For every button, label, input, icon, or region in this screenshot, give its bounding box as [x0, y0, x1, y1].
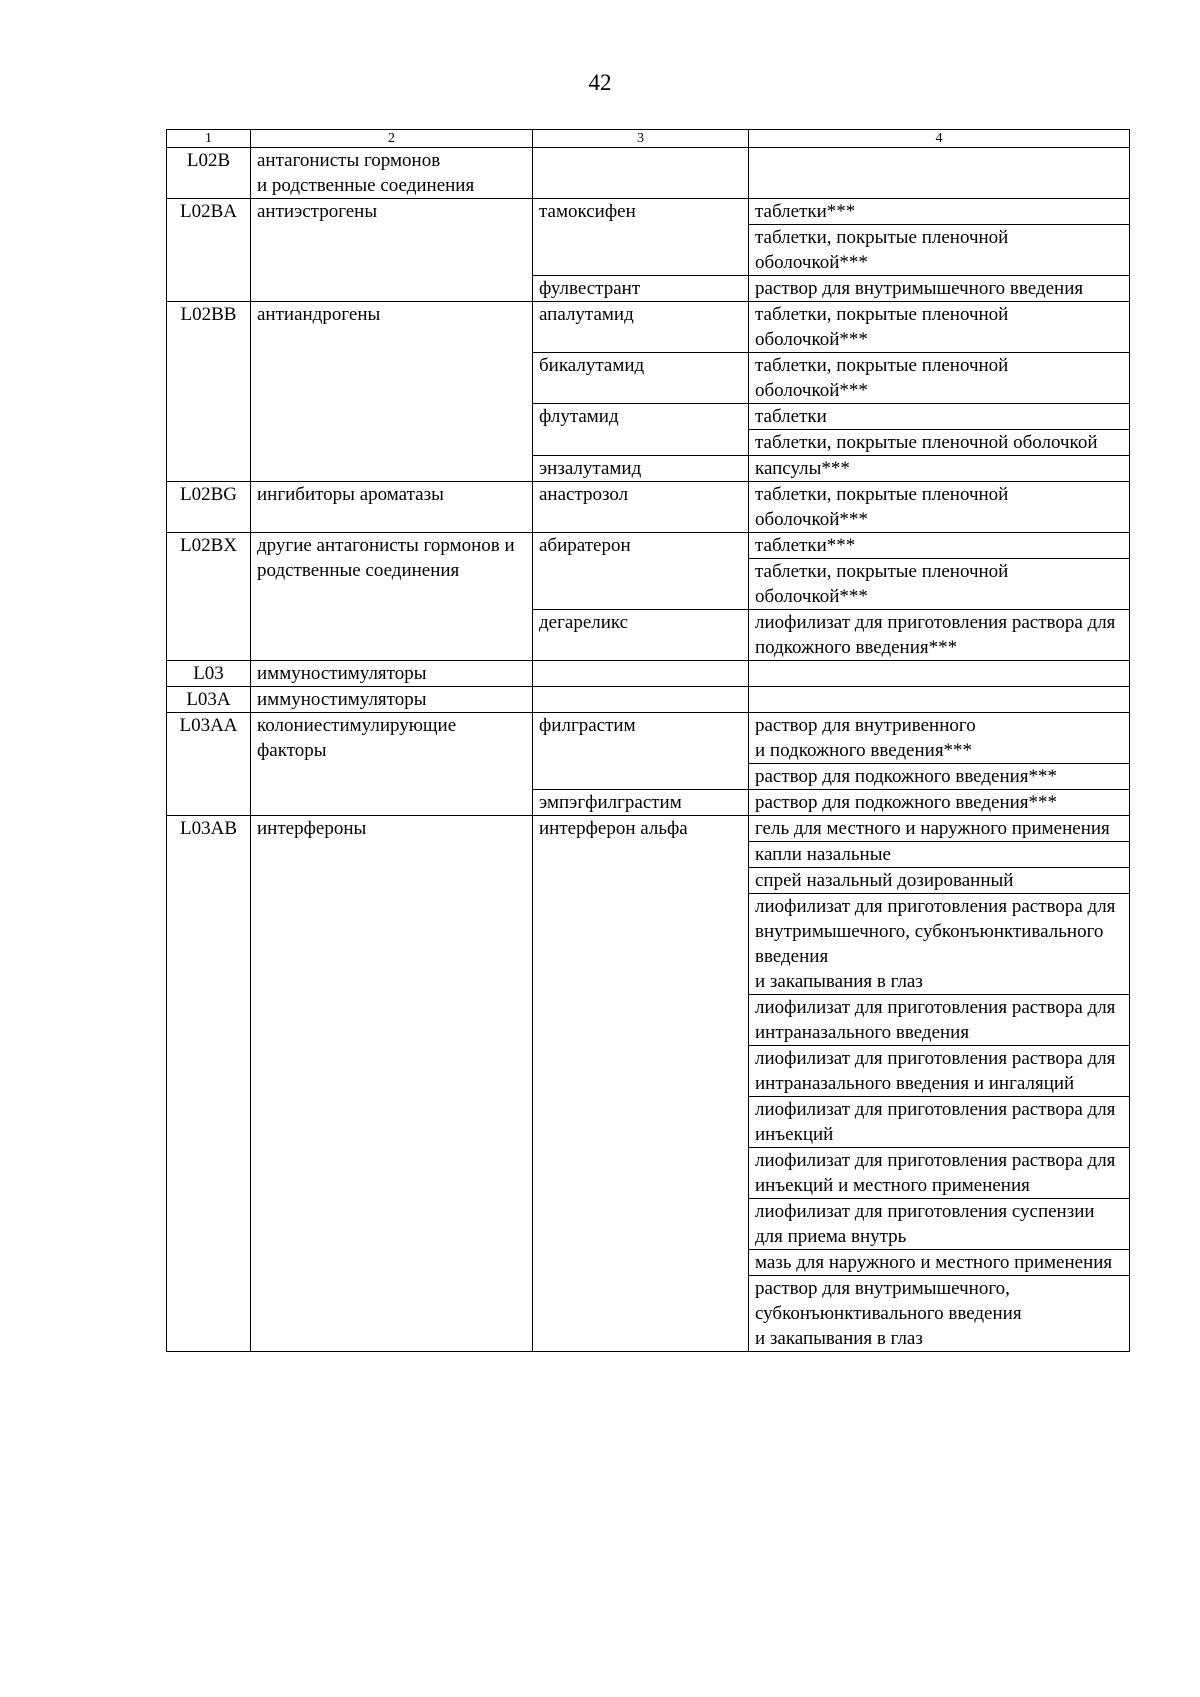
group-name-cell: другие антагонисты гормонов и родственные соединения	[251, 533, 533, 661]
header-cell: 4	[749, 130, 1130, 148]
header-cell: 2	[251, 130, 533, 148]
drug-name-cell: дегареликс	[533, 610, 749, 661]
dosage-form-cell: раствор для подкожного введения***	[749, 790, 1130, 816]
group-name-cell: ингибиторы ароматазы	[251, 482, 533, 533]
group-name-cell: иммуностимуляторы	[251, 687, 533, 713]
header-cell: 3	[533, 130, 749, 148]
dosage-form-cell: лиофилизат для приготовления раствора для инъекций и местного применения	[749, 1148, 1130, 1199]
atc-code-cell: L02BB	[167, 302, 251, 482]
dosage-form-cell	[749, 661, 1130, 687]
drug-name-cell	[533, 148, 749, 199]
drug-name-cell	[533, 687, 749, 713]
dosage-form-cell: раствор для внутримышечного, субконъюнктивального введения и закапывания в глаз	[749, 1276, 1130, 1352]
dosage-form-cell: таблетки, покрытые пленочной оболочкой***	[749, 225, 1130, 276]
table-row	[167, 199, 1130, 225]
dosage-form-cell: таблетки, покрытые пленочной оболочкой***	[749, 302, 1130, 353]
page-number: 42	[588, 70, 612, 95]
dosage-form-cell: таблетки***	[749, 533, 1130, 559]
atc-code-cell: L02BA	[167, 199, 251, 302]
atc-code-cell: L03	[167, 661, 251, 687]
table-row	[167, 302, 1130, 353]
atc-code-cell: L02B	[167, 148, 251, 199]
dosage-form-cell: таблетки***	[749, 199, 1130, 225]
dosage-form-cell: таблетки, покрытые пленочной оболочкой***	[749, 559, 1130, 610]
dosage-form-cell: таблетки, покрытые пленочной оболочкой***	[749, 353, 1130, 404]
drug-table	[166, 129, 1130, 1352]
dosage-form-cell	[749, 148, 1130, 199]
group-name-cell: антиэстрогены	[251, 199, 533, 302]
drug-name-cell: интерферон альфа	[533, 816, 749, 1352]
group-name-cell: иммуностимуляторы	[251, 661, 533, 687]
group-name-cell: антагонисты гормонов и родственные соединения	[251, 148, 533, 199]
dosage-form-cell: гель для местного и наружного применения	[749, 816, 1130, 842]
table-row	[167, 816, 1130, 842]
dosage-form-cell: спрей назальный дозированный	[749, 868, 1130, 894]
dosage-form-cell: мазь для наружного и местного применения	[749, 1250, 1130, 1276]
header-row	[167, 130, 1130, 148]
dosage-form-cell: лиофилизат для приготовления раствора для подкожного введения***	[749, 610, 1130, 661]
drug-name-cell: филграстим	[533, 713, 749, 790]
header-cell: 1	[167, 130, 251, 148]
table-row	[167, 482, 1130, 533]
dosage-form-cell: лиофилизат для приготовления раствора для интраназального введения и ингаляций	[749, 1046, 1130, 1097]
dosage-form-cell: капсулы***	[749, 456, 1130, 482]
dosage-form-cell: лиофилизат для приготовления раствора для инъекций	[749, 1097, 1130, 1148]
drug-name-cell: абиратерон	[533, 533, 749, 610]
drug-name-cell: фулвестрант	[533, 276, 749, 302]
drug-table-body	[167, 130, 1130, 1352]
drug-name-cell: тамоксифен	[533, 199, 749, 276]
atc-code-cell: L02BX	[167, 533, 251, 661]
dosage-form-cell: таблетки	[749, 404, 1130, 430]
atc-code-cell: L03AB	[167, 816, 251, 1352]
group-name-cell: колониестимулирующие факторы	[251, 713, 533, 816]
drug-name-cell: эмпэгфилграстим	[533, 790, 749, 816]
drug-name-cell: бикалутамид	[533, 353, 749, 404]
atc-code-cell: L03AA	[167, 713, 251, 816]
drug-name-cell: энзалутамид	[533, 456, 749, 482]
table-row	[167, 687, 1130, 713]
dosage-form-cell: таблетки, покрытые пленочной оболочкой	[749, 430, 1130, 456]
drug-name-cell: флутамид	[533, 404, 749, 456]
table-row	[167, 148, 1130, 199]
group-name-cell: антиандрогены	[251, 302, 533, 482]
dosage-form-cell: лиофилизат для приготовления суспензии для приема внутрь	[749, 1199, 1130, 1250]
dosage-form-cell: раствор для внутримышечного введения	[749, 276, 1130, 302]
table-row	[167, 533, 1130, 559]
dosage-form-cell: раствор для внутривенного и подкожного введения***	[749, 713, 1130, 764]
dosage-form-cell: таблетки, покрытые пленочной оболочкой***	[749, 482, 1130, 533]
atc-code-cell: L03A	[167, 687, 251, 713]
drug-name-cell: апалутамид	[533, 302, 749, 353]
dosage-form-cell: лиофилизат для приготовления раствора для внутримышечного, субконъюнктивального введения и закапывания в глаз	[749, 894, 1130, 995]
table-row	[167, 661, 1130, 687]
table-row	[167, 713, 1130, 764]
dosage-form-cell	[749, 687, 1130, 713]
group-name-cell: интерфероны	[251, 816, 533, 1352]
dosage-form-cell: раствор для подкожного введения***	[749, 764, 1130, 790]
drug-name-cell: анастрозол	[533, 482, 749, 533]
dosage-form-cell: капли назальные	[749, 842, 1130, 868]
atc-code-cell: L02BG	[167, 482, 251, 533]
drug-name-cell	[533, 661, 749, 687]
dosage-form-cell: лиофилизат для приготовления раствора для интраназального введения	[749, 995, 1130, 1046]
